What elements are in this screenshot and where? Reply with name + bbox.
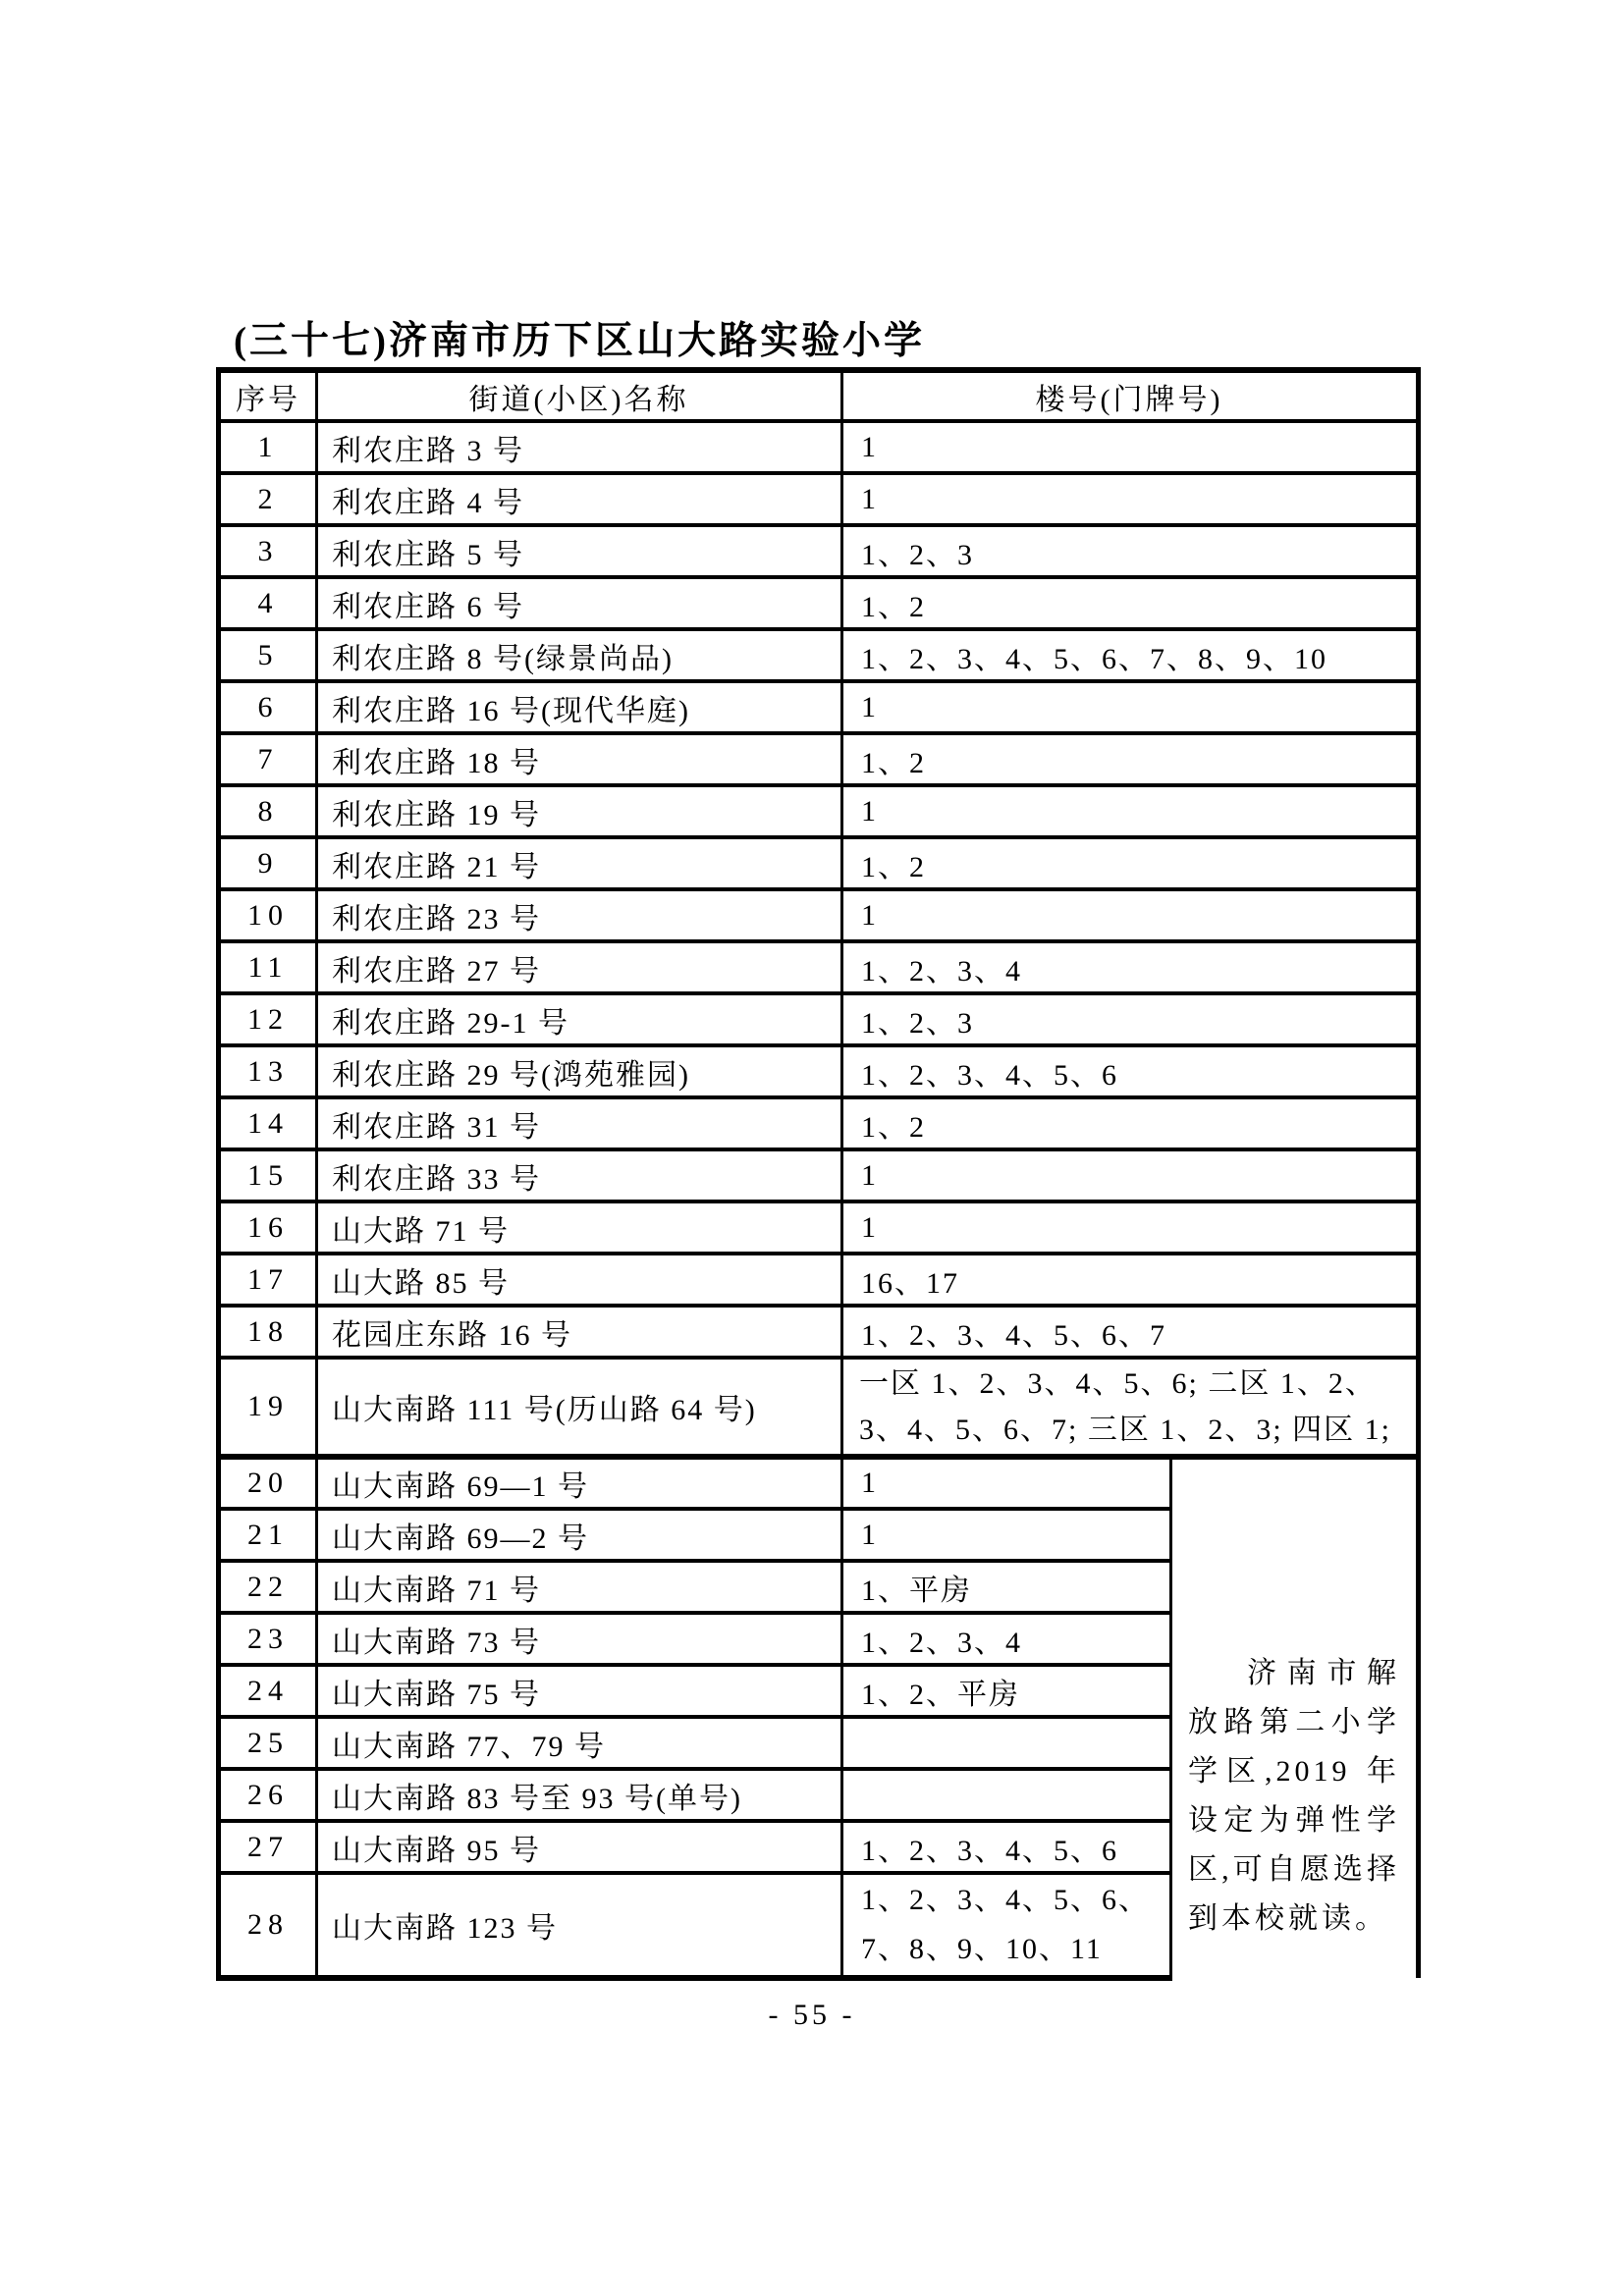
street-name-cell: 山大南路 95 号 [317, 1821, 842, 1873]
street-name-cell: 利农庄路 29 号(鸿苑雅园) [317, 1045, 842, 1097]
street-name-cell: 利农庄路 16 号(现代华庭) [317, 681, 842, 733]
table-row [219, 681, 1419, 733]
table-row [219, 525, 1419, 577]
buildings-cell: 1 [842, 1201, 1419, 1254]
serial-cell: 3 [219, 525, 317, 577]
table-row [219, 733, 1419, 785]
serial-cell: 26 [219, 1769, 317, 1821]
table-row [219, 785, 1419, 837]
serial-cell: 25 [219, 1717, 317, 1769]
page-number: - 55 - [768, 1999, 856, 2031]
buildings-cell: 16、17 [842, 1254, 1419, 1306]
table-row [219, 941, 1419, 993]
serial-cell: 15 [219, 1149, 317, 1201]
buildings-cell: 1、2、3 [842, 993, 1419, 1045]
buildings-cell: 一区 1、2、3、4、5、6; 二区 1、2、3、4、5、6、7; 三区 1、2、3; 四区 1; [842, 1358, 1419, 1457]
buildings-cell: 1、2、3、4、5、6、7、8、9、10、11 [842, 1873, 1171, 1978]
street-name-cell: 山大南路 123 号 [317, 1873, 842, 1978]
street-name-cell: 山大南路 111 号(历山路 64 号) [317, 1358, 842, 1457]
table-row [219, 1358, 1419, 1457]
table-row [219, 629, 1419, 681]
header-building-number: 楼号(门牌号) [842, 370, 1419, 421]
buildings-cell: 1、2、3、4、5、6 [842, 1821, 1171, 1873]
street-name-cell: 利农庄路 33 号 [317, 1149, 842, 1201]
street-name-cell: 利农庄路 27 号 [317, 941, 842, 993]
serial-cell: 22 [219, 1561, 317, 1613]
serial-cell: 4 [219, 577, 317, 629]
buildings-cell: 1、2 [842, 837, 1419, 889]
serial-cell: 2 [219, 473, 317, 525]
serial-cell: 27 [219, 1821, 317, 1873]
school-district-table [216, 367, 1421, 1981]
street-name-cell: 利农庄路 29-1 号 [317, 993, 842, 1045]
buildings-cell: 1、2、平房 [842, 1665, 1171, 1717]
header-row [219, 370, 1419, 421]
side-note-text: 济南市解放路第二小学学区,2019 年设定为弹性学区,可自愿选择到本校就读。 [1188, 1657, 1401, 1935]
table-row [219, 1457, 1419, 1509]
table-row [219, 1149, 1419, 1201]
serial-cell: 23 [219, 1613, 317, 1665]
buildings-cell [842, 1717, 1171, 1769]
serial-cell: 11 [219, 941, 317, 993]
street-name-cell: 花园庄东路 16 号 [317, 1306, 842, 1358]
street-name-cell: 山大南路 83 号至 93 号(单号) [317, 1769, 842, 1821]
table-row [219, 1201, 1419, 1254]
serial-cell: 12 [219, 993, 317, 1045]
side-note-cell [1171, 1457, 1419, 1978]
street-name-cell: 利农庄路 18 号 [317, 733, 842, 785]
street-name-cell: 利农庄路 21 号 [317, 837, 842, 889]
buildings-cell: 1 [842, 785, 1419, 837]
serial-cell: 8 [219, 785, 317, 837]
serial-cell: 6 [219, 681, 317, 733]
street-name-cell: 利农庄路 8 号(绿景尚品) [317, 629, 842, 681]
street-name-cell: 利农庄路 3 号 [317, 421, 842, 473]
serial-cell: 28 [219, 1873, 317, 1978]
serial-cell: 21 [219, 1509, 317, 1561]
street-name-cell: 山大路 71 号 [317, 1201, 842, 1254]
buildings-cell: 1、2 [842, 733, 1419, 785]
serial-cell: 24 [219, 1665, 317, 1717]
serial-cell: 9 [219, 837, 317, 889]
table-row [219, 1045, 1419, 1097]
serial-cell: 5 [219, 629, 317, 681]
serial-cell: 14 [219, 1097, 317, 1149]
street-name-cell: 山大南路 73 号 [317, 1613, 842, 1665]
serial-cell: 16 [219, 1201, 317, 1254]
buildings-cell: 1 [842, 1457, 1171, 1509]
table-row [219, 473, 1419, 525]
buildings-cell: 1、2、3、4、5、6 [842, 1045, 1419, 1097]
school-table-body [219, 370, 1419, 1978]
buildings-cell: 1、2、3 [842, 525, 1419, 577]
buildings-cell: 1 [842, 1149, 1419, 1201]
serial-cell: 19 [219, 1358, 317, 1457]
street-name-cell: 山大路 85 号 [317, 1254, 842, 1306]
buildings-cell: 1、2、3、4、5、6、7 [842, 1306, 1419, 1358]
table-row [219, 837, 1419, 889]
buildings-cell: 1 [842, 681, 1419, 733]
serial-cell: 7 [219, 733, 317, 785]
buildings-cell [842, 1769, 1171, 1821]
street-name-cell: 利农庄路 4 号 [317, 473, 842, 525]
header-serial: 序号 [219, 370, 317, 421]
street-name-cell: 山大南路 69—1 号 [317, 1457, 842, 1509]
table-row [219, 1097, 1419, 1149]
serial-cell: 17 [219, 1254, 317, 1306]
buildings-cell: 1 [842, 473, 1419, 525]
table-row [219, 577, 1419, 629]
serial-cell: 1 [219, 421, 317, 473]
street-name-cell: 山大南路 71 号 [317, 1561, 842, 1613]
serial-cell: 20 [219, 1457, 317, 1509]
buildings-cell: 1、2、3、4 [842, 941, 1419, 993]
buildings-cell: 1、2、3、4、5、6、7、8、9、10 [842, 629, 1419, 681]
table-row [219, 889, 1419, 941]
street-name-cell: 利农庄路 5 号 [317, 525, 842, 577]
table-row [219, 421, 1419, 473]
buildings-cell: 1、2 [842, 577, 1419, 629]
street-name-cell: 山大南路 69—2 号 [317, 1509, 842, 1561]
buildings-cell: 1 [842, 889, 1419, 941]
buildings-cell: 1、2 [842, 1097, 1419, 1149]
buildings-cell: 1、平房 [842, 1561, 1171, 1613]
buildings-cell: 1 [842, 1509, 1171, 1561]
table-row [219, 1254, 1419, 1306]
page-title: (三十七)济南市历下区山大路实验小学 [234, 320, 925, 362]
street-name-cell: 山大南路 77、79 号 [317, 1717, 842, 1769]
buildings-cell: 1 [842, 421, 1419, 473]
street-name-cell: 利农庄路 6 号 [317, 577, 842, 629]
street-name-cell: 利农庄路 31 号 [317, 1097, 842, 1149]
table-row [219, 1306, 1419, 1358]
street-name-cell: 利农庄路 23 号 [317, 889, 842, 941]
street-name-cell: 利农庄路 19 号 [317, 785, 842, 837]
street-name-cell: 山大南路 75 号 [317, 1665, 842, 1717]
buildings-cell: 1、2、3、4 [842, 1613, 1171, 1665]
serial-cell: 18 [219, 1306, 317, 1358]
serial-cell: 10 [219, 889, 317, 941]
table-row [219, 993, 1419, 1045]
header-street-name: 街道(小区)名称 [317, 370, 842, 421]
serial-cell: 13 [219, 1045, 317, 1097]
